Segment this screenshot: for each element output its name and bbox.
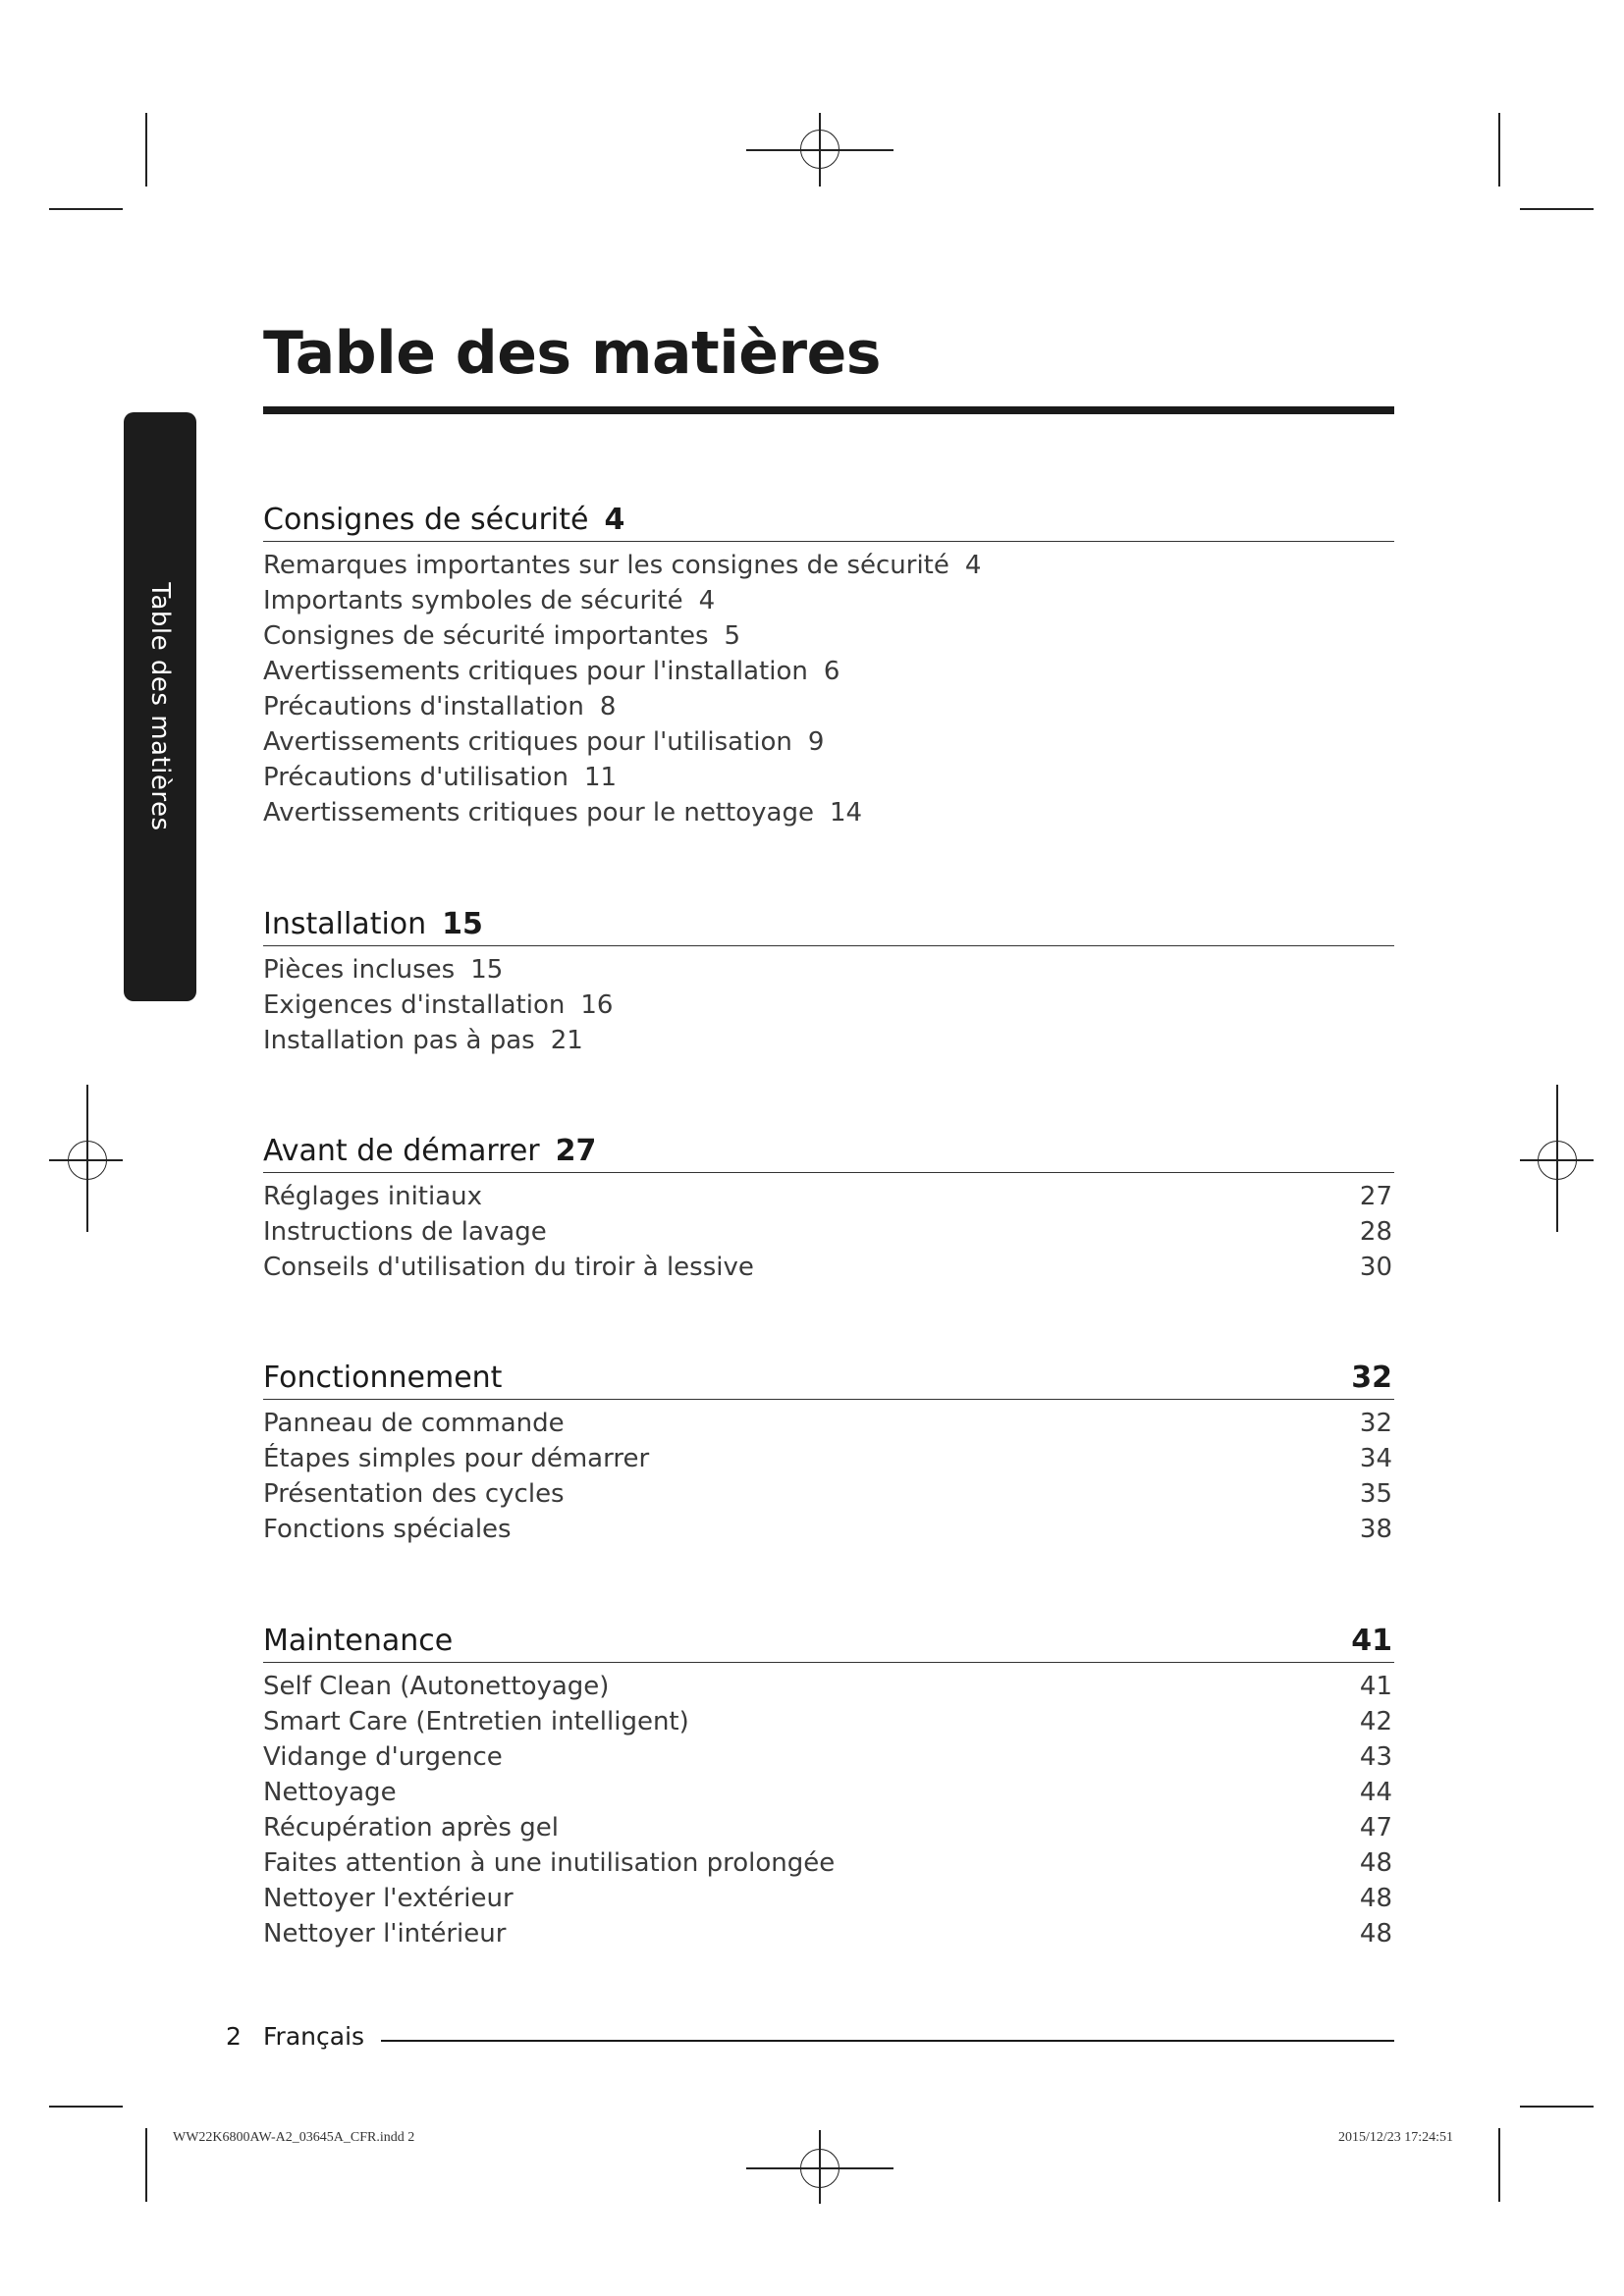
toc-section [263,1358,1394,1547]
section-heading[interactable] [263,1358,1394,1400]
crop-mark [1498,2128,1500,2202]
section-heading[interactable] [263,904,1394,946]
toc-entry[interactable] [263,1916,1394,1951]
toc-entry[interactable] [263,583,1394,618]
toc-entry-page: 42 [1359,1707,1392,1736]
toc-entry-page: 34 [1359,1444,1392,1473]
toc-entry-label: Fonctions spéciales [263,1515,512,1544]
toc-entry-page: 6 [823,657,840,686]
toc-entry-page: 4 [698,586,716,615]
registration-circle [800,130,839,169]
toc-section [263,500,1394,830]
toc-entry[interactable] [263,760,1394,795]
toc-entry[interactable] [263,1179,1394,1214]
toc-entry-page: 30 [1359,1253,1392,1282]
section-page-number: 41 [1351,1624,1392,1658]
toc-entry[interactable] [263,1810,1394,1845]
toc-entry-label: Remarques importantes sur les consignes de sécurité [263,551,949,580]
section-heading[interactable] [263,500,1394,542]
toc-entry[interactable] [263,1704,1394,1739]
toc-entry-label: Précautions d'installation [263,692,584,721]
toc-entry-label: Avertissements critiques pour l'installation [263,657,808,686]
print-slug-timestamp: 2015/12/23 17:24:51 [1337,2130,1453,2145]
section-heading-label: Maintenance [263,1624,454,1658]
toc-entry-label: Faites attention à une inutilisation prolongée [263,1848,836,1878]
toc-entry-page: 15 [470,955,504,985]
side-tab [124,412,196,1001]
toc-entry-page: 8 [599,692,617,721]
toc-entry[interactable] [263,1476,1394,1512]
toc-entry[interactable] [263,654,1394,689]
toc-entry-label: Self Clean (Autonettoyage) [263,1672,610,1701]
toc-entry-page: 9 [807,727,825,757]
registration-circle [1538,1141,1577,1180]
toc-entry-page: 43 [1359,1742,1392,1772]
crop-mark [49,2106,123,2108]
page-title: Table des matières [263,319,881,388]
toc-section [263,904,1394,1058]
section-page-number: 32 [1351,1361,1392,1395]
toc-entry-label: Exigences d'installation [263,990,566,1020]
toc-entry-page: 21 [550,1026,583,1055]
toc-entry-label: Instructions de lavage [263,1217,547,1247]
toc-entry-label: Nettoyer l'extérieur [263,1884,514,1913]
registration-circle [800,2149,839,2188]
toc-entry-label: Conseils d'utilisation du tiroir à lessive [263,1253,754,1282]
toc-entry-page: 4 [964,551,982,580]
section-heading[interactable] [263,1621,1394,1663]
toc-entry-page: 16 [580,990,614,1020]
toc-entry-page: 44 [1359,1778,1392,1807]
toc-entry-label: Vidange d'urgence [263,1742,503,1772]
toc-entry-label: Smart Care (Entretien intelligent) [263,1707,689,1736]
toc-entry[interactable] [263,1881,1394,1916]
toc-entry-label: Précautions d'utilisation [263,763,568,792]
toc-entry[interactable] [263,1250,1394,1285]
toc-entry[interactable] [263,1441,1394,1476]
crop-mark [145,113,147,187]
side-tab-label: Table des matières [145,582,175,831]
crop-mark [1520,2106,1594,2108]
footer-page-number: 2 [226,2022,242,2051]
toc-entry-label: Nettoyage [263,1778,397,1807]
toc-section [263,1131,1394,1285]
toc-entry[interactable] [263,1512,1394,1547]
crop-mark [145,2128,147,2202]
toc-entry-label: Présentation des cycles [263,1479,565,1509]
crop-mark [1498,113,1500,187]
crop-mark [1520,208,1594,210]
toc-entry[interactable] [263,795,1394,830]
toc-section [263,1621,1394,1951]
toc-entry-label: Avertissements critiques pour l'utilisation [263,727,792,757]
section-heading[interactable] [263,1131,1394,1173]
toc-entry-label: Réglages initiaux [263,1182,483,1211]
toc-entry-label: Consignes de sécurité importantes [263,621,709,651]
section-heading-label: Installation [263,907,427,941]
section-page-number: 4 [604,503,625,537]
footer-rule [381,2040,1394,2042]
footer-language: Français [263,2022,365,2051]
toc-entry[interactable] [263,1669,1394,1704]
toc-entry[interactable] [263,988,1394,1023]
print-slug-file: WW22K6800AW-A2_03645A_CFR.indd 2 [173,2130,415,2145]
toc-entry-label: Pièces incluses [263,955,456,985]
toc-entry-page: 32 [1359,1409,1392,1438]
toc-entry-label: Importants symboles de sécurité [263,586,683,615]
toc-entry[interactable] [263,952,1394,988]
toc-entry-page: 14 [829,798,863,828]
toc-entry-page: 11 [583,763,618,792]
toc-entry[interactable] [263,618,1394,654]
toc-entry-label: Récupération après gel [263,1813,559,1842]
toc-entry[interactable] [263,1775,1394,1810]
toc-entry-page: 35 [1359,1479,1392,1509]
toc-entry-page: 38 [1359,1515,1392,1544]
toc-entry-page: 28 [1359,1217,1392,1247]
toc-entry[interactable] [263,1739,1394,1775]
toc-entry-page: 47 [1359,1813,1392,1842]
toc-entry-page: 48 [1359,1848,1392,1878]
toc-entry[interactable] [263,724,1394,760]
toc-entry[interactable] [263,1845,1394,1881]
toc-entry[interactable] [263,1214,1394,1250]
crop-mark [49,208,123,210]
toc-entry-label: Installation pas à pas [263,1026,535,1055]
toc-entry[interactable] [263,1406,1394,1441]
section-page-number: 15 [442,907,483,941]
toc-entry-label: Avertissements critiques pour le nettoyage [263,798,814,828]
toc-entry[interactable] [263,1023,1394,1058]
toc-entry-page: 48 [1359,1919,1392,1949]
toc-entry-page: 41 [1359,1672,1392,1701]
toc-entry[interactable] [263,548,1394,583]
section-heading-label: Avant de démarrer [263,1134,540,1168]
toc-entry[interactable] [263,689,1394,724]
section-heading-label: Consignes de sécurité [263,503,589,537]
toc-entry-label: Étapes simples pour démarrer [263,1444,650,1473]
registration-circle [68,1141,107,1180]
title-rule [263,406,1394,414]
toc-entry-page: 27 [1359,1182,1392,1211]
toc-entry-page: 5 [724,621,741,651]
section-page-number: 27 [555,1134,597,1168]
toc-entry-label: Nettoyer l'intérieur [263,1919,507,1949]
toc-entry-label: Panneau de commande [263,1409,565,1438]
toc-entry-page: 48 [1359,1884,1392,1913]
section-heading-label: Fonctionnement [263,1361,503,1395]
